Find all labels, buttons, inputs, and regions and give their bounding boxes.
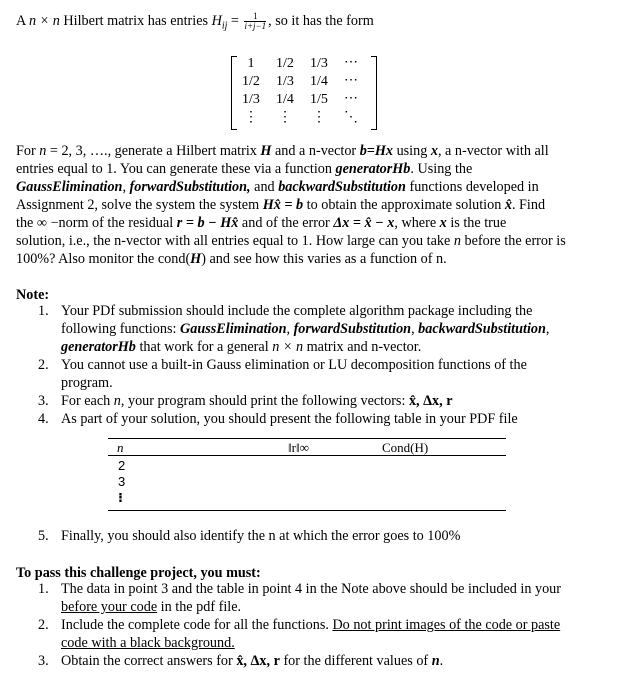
table-cell-n: 2 bbox=[118, 458, 126, 473]
var-n: n bbox=[39, 143, 47, 159]
note-item-1-line-1 bbox=[61, 303, 532, 320]
table-header-cond: Cond(H) bbox=[382, 440, 429, 455]
text: program. bbox=[61, 375, 113, 391]
list-number: 2. bbox=[38, 617, 49, 633]
fraction-numerator: 1 bbox=[244, 12, 266, 22]
text: For each bbox=[61, 393, 114, 409]
text: entries equal to 1. You can generate these via a function bbox=[16, 161, 336, 177]
list-number: 2. bbox=[38, 357, 49, 373]
func-GaussElimination: GaussElimination bbox=[16, 179, 123, 195]
text: , bbox=[545, 321, 550, 337]
vectors-list: x̂, Δx, r bbox=[236, 653, 280, 669]
fraction-denominator: i+j−1 bbox=[244, 21, 267, 31]
text: For bbox=[16, 143, 40, 159]
note-item-1-line-3 bbox=[61, 339, 421, 356]
text: to obtain the approximate solution bbox=[303, 197, 505, 213]
text: . Using the bbox=[410, 161, 473, 177]
matrix-right-bracket bbox=[371, 56, 377, 130]
pass-heading: To pass this challenge project, you must: bbox=[16, 565, 261, 581]
text: and bbox=[250, 179, 279, 195]
matrix-cell: ⋱ bbox=[344, 110, 358, 125]
list-number: 5. bbox=[38, 528, 49, 544]
func-backwardSubstitution: backwardSubstitution bbox=[278, 179, 406, 195]
intro-text-end: , so it has the form bbox=[268, 12, 374, 29]
table-cell-n: ⁝ bbox=[118, 490, 123, 505]
list-number: 1. bbox=[38, 303, 49, 319]
text: that work for a general bbox=[135, 339, 273, 355]
text: , where bbox=[394, 215, 440, 231]
var-n: n bbox=[453, 233, 461, 249]
text: before the error is bbox=[460, 233, 566, 249]
text: , your program should print the following vectors: bbox=[120, 393, 409, 409]
pass-item-1-line-1 bbox=[61, 581, 561, 598]
text: , a n-vector with all bbox=[437, 143, 549, 159]
matrix-cell: ⋯ bbox=[344, 73, 358, 88]
var-H: H bbox=[260, 143, 272, 159]
func-GaussElimination: GaussElimination bbox=[180, 321, 287, 337]
text: and a n-vector bbox=[271, 143, 360, 159]
func-generatorHb: generatorHb bbox=[335, 161, 411, 177]
para-line-6 bbox=[16, 233, 566, 250]
pass-item-2-line-2 bbox=[61, 635, 235, 652]
text: Obtain the correct answers for bbox=[61, 653, 237, 669]
matrix-cell: 1/5 bbox=[310, 92, 328, 107]
text: matrix and n-vector. bbox=[303, 339, 422, 355]
pass-item-1-line-2 bbox=[61, 599, 241, 616]
note-item-2-line-2 bbox=[61, 375, 113, 392]
text: The data in point 3 and the table in point 4 in the Note above should be included in your bbox=[61, 581, 561, 597]
matrix-cell: ⋯ bbox=[344, 91, 358, 106]
intro-line bbox=[16, 12, 374, 32]
h-symbol: H bbox=[211, 12, 222, 29]
matrix-cell: 1/4 bbox=[310, 74, 328, 89]
matrix-cell: 1/2 bbox=[242, 74, 260, 89]
text: solution, i.e., the n-vector with all entries equal to 1. How large can you take bbox=[16, 233, 454, 249]
note-item-1-line-2 bbox=[61, 321, 549, 338]
text: in the pdf file. bbox=[157, 599, 242, 615]
list-number: 3. bbox=[38, 653, 49, 669]
list-number: 3. bbox=[38, 393, 49, 409]
eq-residual: r = b − Hx̂ bbox=[176, 215, 239, 231]
matrix-cell: ⋮ bbox=[278, 110, 292, 125]
var-n: n bbox=[431, 653, 440, 669]
text: . bbox=[439, 653, 444, 669]
text: using bbox=[393, 143, 431, 159]
list-number: 4. bbox=[38, 411, 49, 427]
table-header-residual-norm: ‖r‖∞ bbox=[288, 440, 309, 455]
matrix-cell: 1/3 bbox=[310, 56, 328, 71]
matrix-cell: 1/4 bbox=[276, 92, 294, 107]
para-line-5 bbox=[16, 215, 506, 232]
text: Your PDf submission should include the complete algorithm package including the bbox=[61, 303, 533, 319]
underlined-text: Do not print images of the code or paste bbox=[332, 617, 561, 633]
var-x: x bbox=[430, 143, 438, 159]
para-line-4 bbox=[16, 197, 545, 214]
eq-Hxhat-b: Hx̂ = b bbox=[262, 197, 304, 213]
text: Include the complete code for all the functions. bbox=[61, 617, 333, 633]
note-item-3-line-1 bbox=[61, 393, 453, 410]
func-forwardSubstitution: forwardSubstitution bbox=[293, 321, 412, 337]
text: the ∞ −norm of the residual bbox=[16, 215, 177, 231]
text: , bbox=[286, 321, 294, 337]
hilbert-matrix bbox=[231, 56, 377, 128]
func-generatorHb: generatorHb bbox=[61, 339, 136, 355]
note-item-2-line-1 bbox=[61, 357, 527, 374]
text: is the true bbox=[446, 215, 507, 231]
text: . Find bbox=[511, 197, 546, 213]
note-heading: Note: bbox=[16, 287, 50, 303]
text: As part of your solution, you should present the following table in your PDF file bbox=[61, 411, 518, 427]
eq-b-Hx: b=Hx bbox=[359, 143, 394, 159]
var-nxn: n × n bbox=[272, 339, 304, 355]
text: functions developed in bbox=[405, 179, 539, 195]
vectors-list: x̂, Δx, r bbox=[408, 393, 453, 409]
note-item-4-line-1 bbox=[61, 411, 518, 428]
hilbert-fraction bbox=[244, 12, 266, 31]
var-x: x bbox=[439, 215, 447, 231]
text: = 2, 3, …., generate a Hilbert matrix bbox=[46, 143, 261, 159]
pass-item-2-line-1 bbox=[61, 617, 560, 634]
text: Assignment 2, solve the system the system bbox=[16, 197, 263, 213]
intro-prefix: A bbox=[16, 12, 30, 29]
underlined-text: code with a black background. bbox=[61, 635, 235, 651]
text: and of the error bbox=[238, 215, 334, 231]
para-line-2 bbox=[16, 161, 472, 178]
matrix-cell: ⋯ bbox=[344, 55, 358, 70]
para-line-7 bbox=[16, 251, 447, 268]
table-cell-n: 3 bbox=[118, 474, 126, 489]
pass-item-3-line-1 bbox=[61, 653, 443, 670]
var-H: H bbox=[190, 251, 202, 267]
matrix-cell: ⋮ bbox=[244, 110, 258, 125]
table-top-rule bbox=[108, 438, 506, 439]
matrix-cell: ⋮ bbox=[312, 110, 326, 125]
intro-text: Hilbert matrix has entries bbox=[59, 12, 212, 29]
table-bottom-rule bbox=[108, 510, 506, 511]
note-item-5: Finally, you should also identify the n at which the error goes to 100% bbox=[61, 528, 461, 544]
text: , bbox=[122, 179, 130, 195]
list-number: 1. bbox=[38, 581, 49, 597]
var-xhat: x̂ bbox=[504, 197, 512, 213]
para-line-1 bbox=[16, 143, 549, 160]
matrix-cell: 1/3 bbox=[242, 92, 260, 107]
func-forwardSubstitution: forwardSubstitution, bbox=[129, 179, 251, 195]
equals-sign: = bbox=[227, 12, 243, 29]
text: , bbox=[411, 321, 419, 337]
matrix-cell: 1 bbox=[247, 56, 255, 71]
text: for the different values of bbox=[279, 653, 432, 669]
table-header-n: n bbox=[117, 440, 124, 455]
matrix-cell: 1/3 bbox=[276, 74, 294, 89]
para-line-3 bbox=[16, 179, 539, 196]
underlined-text: before your code bbox=[61, 599, 158, 615]
text: ) and see how this varies as a function of n. bbox=[201, 251, 447, 267]
text: 100%? Also monitor the cond( bbox=[16, 251, 191, 267]
h-subscript: ij bbox=[221, 20, 228, 32]
text: You cannot use a built-in Gauss elimination or LU decomposition functions of the bbox=[61, 357, 527, 373]
var-n: n bbox=[113, 393, 121, 409]
func-backwardSubstitution: backwardSubstitution bbox=[418, 321, 546, 337]
text: following functions: bbox=[61, 321, 181, 337]
eq-error: Δx = x̂ − x bbox=[333, 215, 395, 231]
intro-nxn: n × n bbox=[29, 12, 60, 29]
matrix-cell: 1/2 bbox=[276, 56, 294, 71]
